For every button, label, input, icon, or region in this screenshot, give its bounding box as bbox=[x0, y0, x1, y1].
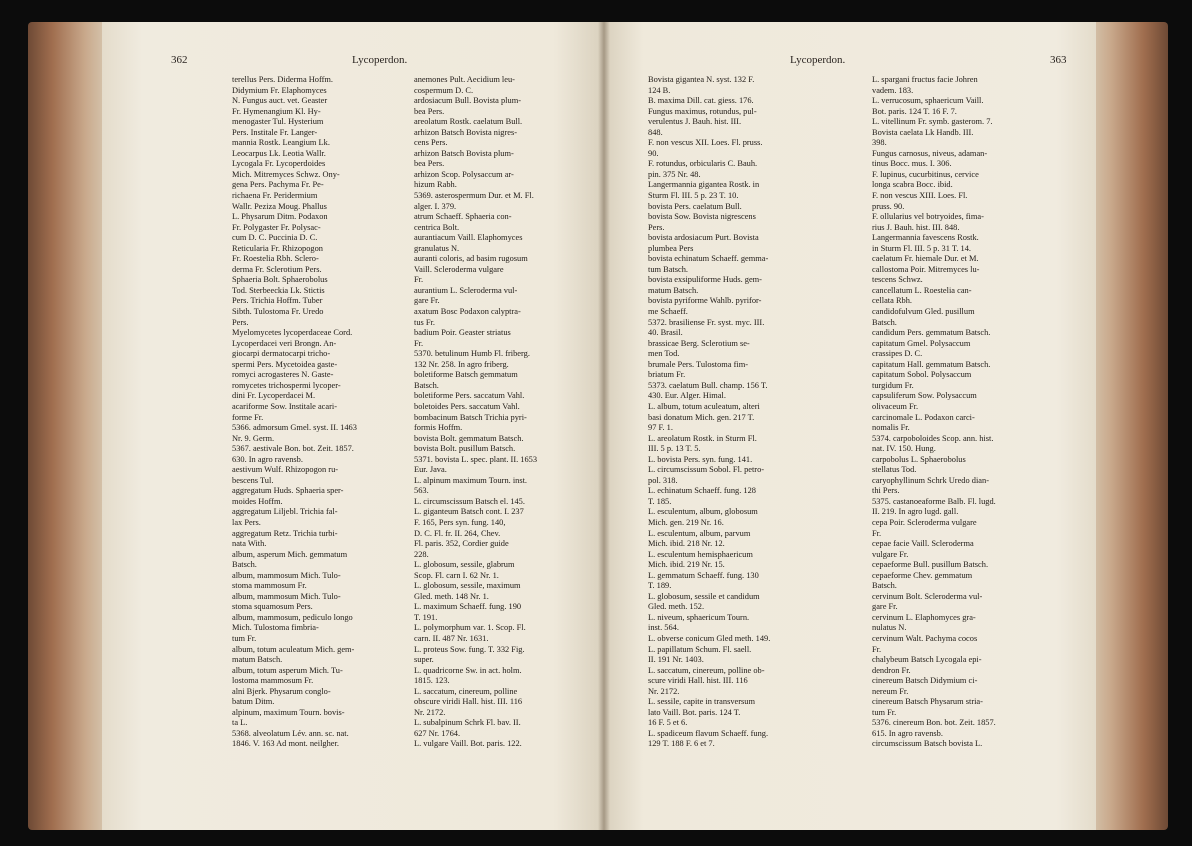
text-line: F. lupinus, cucurbitinus, cervice bbox=[872, 169, 979, 179]
text-line: B. maxima Dill. cat. giess. 176. bbox=[648, 96, 754, 106]
text-line: L. niveum, sphaericum Tourn. bbox=[648, 612, 750, 622]
text-line: L. gemmatum Schaeff. fung. 130 bbox=[648, 570, 759, 580]
text-line: anemones Pult. Aecidium leu- bbox=[414, 75, 515, 84]
text-line: L. saccatum, cinereum, polline bbox=[414, 686, 518, 696]
text-line: verulentus J. Bauh. hist. III. bbox=[648, 117, 742, 127]
text-line: alpinum, maximum Tourn. bovis- bbox=[232, 707, 345, 717]
text-line: bescens Tul. bbox=[232, 475, 274, 485]
right-running-head: Lycoperdon. bbox=[790, 54, 846, 66]
text-line: ta L. bbox=[232, 718, 248, 728]
text-line: L. spargani fructus facie Johren bbox=[872, 75, 978, 84]
text-line: 5374. carpoboloides Scop. ann. hist. bbox=[872, 433, 994, 443]
text-line: L. globosum, sessile et candidum bbox=[648, 591, 760, 601]
text-line: Gled. meth. 148 Nr. 1. bbox=[414, 591, 489, 601]
text-line: T. 185. bbox=[648, 496, 672, 506]
text-line: Batsch. bbox=[232, 560, 257, 570]
text-line: 5376. cinereum Bon. bot. Zeit. 1857. bbox=[872, 718, 996, 728]
text-line: formis Hoffm. bbox=[414, 423, 463, 433]
text-line: cellata Rbh. bbox=[872, 296, 912, 306]
text-line: 97 F. 1. bbox=[648, 423, 673, 433]
text-line: centrica Bolt. bbox=[414, 222, 460, 232]
text-line: carn. II. 487 Nr. 1631. bbox=[414, 633, 489, 643]
text-line: Langermannia gigantea Rostk. in bbox=[648, 180, 760, 190]
text-line: Fr. bbox=[414, 338, 424, 348]
text-line: L. vitellinum Fr. symb. gasterom. 7. bbox=[872, 117, 993, 127]
text-line: thi Pers. bbox=[872, 486, 900, 496]
text-line: tinus Bocc. mus. I. 306. bbox=[872, 159, 952, 169]
text-line: 129 T. 188 F. 6 et 7. bbox=[648, 739, 715, 749]
text-line: bovista Sow. Bovista nigrescens bbox=[648, 212, 756, 222]
text-line: ardosiacum Bull. Bovista plum- bbox=[414, 96, 522, 106]
text-line: 627 Nr. 1764. bbox=[414, 728, 461, 738]
text-line: 430. Eur. Alger. Himal. bbox=[648, 391, 726, 401]
text-line: L. saccatum, cinereum, polline ob- bbox=[648, 665, 765, 675]
text-line: album, mammosum, pediculo longo bbox=[232, 612, 353, 622]
text-line: L. giganteum Batsch cont. I. 237 bbox=[414, 507, 524, 517]
text-line: Didymium Fr. Elaphomyces bbox=[232, 85, 327, 95]
text-line: Pers. Trichia Hoffm. Tuber bbox=[232, 296, 323, 306]
text-line: 228. bbox=[414, 549, 429, 559]
text-line: basi donatum Mich. gen. 217 T. bbox=[648, 412, 755, 422]
text-line: Fr. Hymenangium Kl. Hy- bbox=[232, 106, 321, 116]
text-line: Fungus maximus, rotundus, pul- bbox=[648, 106, 757, 116]
left-column-1 bbox=[232, 75, 412, 750]
text-line: cum D. C. Puccinia D. C. bbox=[232, 233, 318, 243]
text-line: Sturm Fl. III. 5 p. 23 T. 10. bbox=[648, 191, 739, 201]
text-line: me Schaeff. bbox=[648, 307, 688, 317]
text-line: capitatum Hall. gemmatum Batsch. bbox=[872, 359, 991, 369]
text-line: aggregatum Retz. Trichia turbi- bbox=[232, 528, 338, 538]
text-line: 563. bbox=[414, 486, 429, 496]
text-line: bovista exsipuliforme Huds. gem- bbox=[648, 275, 762, 285]
text-line: 1815. 123. bbox=[414, 676, 450, 686]
text-line: arhizon Batsch Bovista plum- bbox=[414, 148, 514, 158]
text-line: Bovista caelata Lk Handb. III. bbox=[872, 127, 974, 137]
text-line: F. non vescus XII. Loes. Fl. pruss. bbox=[648, 138, 763, 148]
text-line: L. papillatum Schum. Fl. saell. bbox=[648, 644, 752, 654]
text-line: boletiforme Pers. saccatum Vahl. bbox=[414, 391, 525, 401]
text-line: III. 5 p. 13 T. 5. bbox=[648, 444, 701, 454]
text-line: 398. bbox=[872, 138, 887, 148]
text-line: bovista echinatum Schaeff. gemma- bbox=[648, 254, 769, 264]
text-line: atrum Schaeff. Sphaeria con- bbox=[414, 212, 512, 222]
text-line: F. 165, Pers syn. fung. 140, bbox=[414, 517, 506, 527]
text-line: brassicae Berg. Sclerotium se- bbox=[648, 338, 750, 348]
text-line: callostoma Poir. Mitremyces lu- bbox=[872, 264, 980, 274]
text-line: cepaeforme Bull. pusillum Batsch. bbox=[872, 560, 989, 570]
text-line: arhizon Batsch Bovista nigres- bbox=[414, 127, 518, 137]
text-line: caelatum Fr. hiemale Dur. et M. bbox=[872, 254, 979, 264]
text-line: cens Pers. bbox=[414, 138, 448, 148]
text-line: cepaeforme Chev. gemmatum bbox=[872, 570, 973, 580]
text-line: Leocarpus Lk. Leotia Wallr. bbox=[232, 148, 326, 158]
text-line: 5371. bovista L. spec. plant. II. 1653 bbox=[414, 454, 538, 464]
text-line: hizum Rabh. bbox=[414, 180, 457, 190]
text-line: L. obverse conicum Gled meth. 149. bbox=[648, 633, 771, 643]
left-running-head: Lycoperdon. bbox=[352, 54, 408, 66]
text-line: Fr. Roestelia Rbh. Sclero- bbox=[232, 254, 319, 264]
text-line: bovista Bolt. gemmatum Batsch. bbox=[414, 433, 524, 443]
text-line: L. Physarum Ditm. Podaxon bbox=[232, 212, 328, 222]
text-line: Lycogala Fr. Lycoperdoides bbox=[232, 159, 326, 169]
text-line: 5369. asterospermum Dur. et M. Fl. bbox=[414, 191, 534, 201]
text-line: L. vulgare Vaill. Bot. paris. 122. bbox=[414, 739, 522, 749]
text-line: L. spadiceum flavum Schaeff. fung. bbox=[648, 728, 769, 738]
text-line: Fl. paris. 352, Cordier guide bbox=[414, 539, 509, 549]
text-line: candidum Pers. gemmatum Batsch. bbox=[872, 328, 991, 338]
text-line: in Sturm Fl. III. 5 p. 31 T. 14. bbox=[872, 243, 972, 253]
text-line: Fr. bbox=[872, 644, 882, 654]
text-line: L. circumscissum Sobol. Fl. petro- bbox=[648, 465, 765, 475]
text-line: L. proteus Sow. fung. T. 332 Fig. bbox=[414, 644, 525, 654]
text-line: tum Batsch. bbox=[648, 264, 689, 274]
text-line: T. 191. bbox=[414, 612, 438, 622]
text-line: chalybeum Batsch Lycogala epi- bbox=[872, 655, 982, 665]
text-line: 615. In agro ravensb. bbox=[872, 728, 943, 738]
text-line: II. 191 Nr. 1403. bbox=[648, 655, 704, 665]
text-line: areolatum Rostk. caelatum Bull. bbox=[414, 117, 523, 127]
text-line: tus Fr. bbox=[414, 317, 435, 327]
text-line: terellus Pers. Diderma Hoffm. bbox=[232, 75, 334, 84]
text-line: vulgare Fr. bbox=[872, 549, 909, 559]
text-line: acariforme Sow. Institale acari- bbox=[232, 401, 338, 411]
text-line: vadem. 183. bbox=[872, 85, 914, 95]
text-line: L. globosum, sessile, glabrum bbox=[414, 560, 515, 570]
text-line: matum Batsch. bbox=[648, 285, 699, 295]
text-line: aggregatum Liljebl. Trichia fal- bbox=[232, 507, 338, 517]
text-line: Fungus carnosus, niveus, adaman- bbox=[872, 148, 988, 158]
text-line: stoma squamosum Pers. bbox=[232, 602, 313, 612]
text-line: cinereum Batsch Physarum stria- bbox=[872, 697, 983, 707]
text-line: romycetes trichospermi lycoper- bbox=[232, 380, 341, 390]
text-line: aurantium L. Scleroderma vul- bbox=[414, 285, 518, 295]
text-line: L. maximum Schaeff. fung. 190 bbox=[414, 602, 522, 612]
text-line: tum Fr. bbox=[232, 633, 257, 643]
text-line: album, totum asperum Mich. Tu- bbox=[232, 665, 343, 675]
text-line: bea Pers. bbox=[414, 106, 445, 116]
text-line: giocarpi dermatocarpi tricho- bbox=[232, 349, 331, 359]
text-line: bovista ardosiacum Purt. Bovista bbox=[648, 233, 759, 243]
text-line: romyci acrogasteres N. Gaste- bbox=[232, 370, 334, 380]
text-line: 90. bbox=[648, 148, 659, 158]
text-line: menogaster Tul. Hysterium bbox=[232, 117, 324, 127]
text-line: F. ollularius vel botryoides, fima- bbox=[872, 212, 984, 222]
text-line: Fr. bbox=[872, 528, 882, 538]
text-line: men Tod. bbox=[648, 349, 680, 359]
text-line: 848. bbox=[648, 127, 663, 137]
text-line: longa scabra Bocc. ibid. bbox=[872, 180, 953, 190]
text-line: Mich. ibid. 219 Nr. 15. bbox=[648, 560, 725, 570]
text-line: F. rotundus, orbicularis C. Bauh. bbox=[648, 159, 758, 169]
text-line: Fr. Polygaster Fr. Polysac- bbox=[232, 222, 321, 232]
text-line: L. quadricorne Sw. in act. holm. bbox=[414, 665, 522, 675]
text-line: 1846. V. 163 Ad mont. neilgher. bbox=[232, 739, 339, 749]
text-line: Bovista gigantea N. syst. 132 F. bbox=[648, 75, 755, 84]
text-line: alger. I. 379. bbox=[414, 201, 457, 211]
text-line: alni Bjerk. Physarum conglo- bbox=[232, 686, 331, 696]
text-line: cepae facie Vaill. Scleroderma bbox=[872, 539, 974, 549]
text-line: N. Fungus auct. vet. Geaster bbox=[232, 96, 328, 106]
text-line: batum Ditm. bbox=[232, 697, 275, 707]
text-line: forme Fr. bbox=[232, 412, 264, 422]
text-line: 5373. caelatum Bull. champ. 156 T. bbox=[648, 380, 768, 390]
text-line: nat. IV. 150. Hung. bbox=[872, 444, 936, 454]
text-line: capsuliferum Sow. Polysaccum bbox=[872, 391, 977, 401]
text-line: L. echinatum Schaeff. fung. 128 bbox=[648, 486, 756, 496]
text-line: L. verrucosum, sphaericum Vaill. bbox=[872, 96, 984, 106]
text-line: pol. 318. bbox=[648, 475, 678, 485]
text-line: Vaill. Scleroderma vulgare bbox=[414, 264, 504, 274]
text-line: cinereum Batsch Didymium ci- bbox=[872, 676, 978, 686]
text-line: Pers. bbox=[232, 317, 249, 327]
text-line: 630. In agro ravensb. bbox=[232, 454, 303, 464]
text-line: Scop. Fl. carn I. 62 Nr. 1. bbox=[414, 570, 499, 580]
text-line: 5368. alveolatum Lév. ann. sc. nat. bbox=[232, 728, 349, 738]
text-line: nomalis Fr. bbox=[872, 423, 910, 433]
text-line: bea Pers. bbox=[414, 159, 445, 169]
text-line: bovista Bolt. pusillum Batsch. bbox=[414, 444, 516, 454]
text-line: album, asperum Mich. gemmatum bbox=[232, 549, 348, 559]
text-line: pin. 375 Nr. 48. bbox=[648, 169, 701, 179]
text-line: Eur. Java. bbox=[414, 465, 447, 475]
text-line: stoma mammosum Fr. bbox=[232, 581, 307, 591]
text-line: boletoides Pers. saccatum Vahl. bbox=[414, 401, 520, 411]
text-line: bombacinum Batsch Trichia pyri- bbox=[414, 412, 527, 422]
text-line: gare Fr. bbox=[872, 602, 898, 612]
text-line: Fr. bbox=[414, 275, 424, 285]
text-line: cepa Poir. Scleroderma vulgare bbox=[872, 517, 977, 527]
text-line: album, mammosum Mich. Tulo- bbox=[232, 570, 341, 580]
text-line: L. subalpinum Schrk Fl. bav. II. bbox=[414, 718, 521, 728]
text-line: D. C. Fl. fr. II. 264, Chev. bbox=[414, 528, 501, 538]
text-line: bovista Pers. caelatum Bull. bbox=[648, 201, 742, 211]
text-line: granulatus N. bbox=[414, 243, 460, 253]
text-line: auranti coloris, ad basim rugosum bbox=[414, 254, 528, 264]
text-line: cancellatum L. Roestelia can- bbox=[872, 285, 972, 295]
text-line: Bot. paris. 124 T. 16 F. 7. bbox=[872, 106, 957, 116]
text-line: 5370. betulinum Humb Fl. friberg. bbox=[414, 349, 530, 359]
text-line: Mich. gen. 219 Nr. 16. bbox=[648, 517, 724, 527]
text-line: 124 B. bbox=[648, 85, 671, 95]
text-line: boletiforme Batsch gemmatum bbox=[414, 370, 518, 380]
text-line: arhizon Scop. Polysaccum ar- bbox=[414, 169, 514, 179]
text-line: aurantiacum Vaill. Elaphomyces bbox=[414, 233, 523, 243]
text-line: scure viridi Hall. hist. III. 116 bbox=[648, 676, 748, 686]
book-edge-right bbox=[1086, 22, 1168, 830]
book-gutter bbox=[598, 22, 610, 830]
text-line: L. sessile, capite in transversum bbox=[648, 697, 755, 707]
text-line: plumbea Pers bbox=[648, 243, 694, 253]
text-line: Sibth. Tulostoma Fr. Uredo bbox=[232, 307, 324, 317]
text-line: Tod. Sterbeeckia Lk. Stictis bbox=[232, 285, 325, 295]
right-column-2 bbox=[872, 75, 1056, 750]
text-line: lostoma mammosum Fr. bbox=[232, 676, 314, 686]
text-line: Batsch. bbox=[414, 380, 439, 390]
left-page-number: 362 bbox=[171, 54, 188, 66]
text-line: derma Fr. Sclerotium Pers. bbox=[232, 264, 322, 274]
text-line: Langermannia favescens Rostk. bbox=[872, 233, 979, 243]
text-line: axatum Bosc Podaxon calyptra- bbox=[414, 307, 521, 317]
text-line: crassipes D. C. bbox=[872, 349, 923, 359]
text-line: stellatus Tod. bbox=[872, 465, 917, 475]
text-line: bovista pyriforme Wahlb. pyrifor- bbox=[648, 296, 762, 306]
text-line: Batsch. bbox=[872, 317, 897, 327]
text-line: turgidum Fr. bbox=[872, 380, 914, 390]
text-line: nata With. bbox=[232, 539, 267, 549]
text-line: richaena Fr. Peridermium bbox=[232, 191, 318, 201]
text-line: 16 F. 5 et 6. bbox=[648, 718, 688, 728]
text-line: Nr. 2172. bbox=[414, 707, 446, 717]
text-line: nereum Fr. bbox=[872, 686, 909, 696]
text-line: dendron Fr. bbox=[872, 665, 911, 675]
text-line: pruss. 90. bbox=[872, 201, 905, 211]
text-line: L. bovista Pers. syn. fung. 141. bbox=[648, 454, 753, 464]
text-line: II. 219. In agro lugd. gall. bbox=[872, 507, 959, 517]
text-line: aestivum Wulf. Rhizopogon ru- bbox=[232, 465, 339, 475]
text-line: Batsch. bbox=[872, 581, 897, 591]
text-line: briatum Fr. bbox=[648, 370, 686, 380]
text-line: 5372. brasiliense Fr. syst. myc. III. bbox=[648, 317, 765, 327]
text-line: Nr. 2172. bbox=[648, 686, 680, 696]
text-line: gena Pers. Pachyma Fr. Pe- bbox=[232, 180, 324, 190]
text-line: 5367. aestivale Bon. bot. Zeit. 1857. bbox=[232, 444, 354, 454]
text-line: spermi Pers. Mycetoidea gaste- bbox=[232, 359, 338, 369]
text-line: Myelomycetes lycoperdaceae Cord. bbox=[232, 328, 353, 338]
book-edge-left bbox=[28, 22, 110, 830]
text-line: cospermum D. C. bbox=[414, 85, 474, 95]
text-line: carpobolus L. Sphaerobolus bbox=[872, 454, 966, 464]
right-page-number: 363 bbox=[1050, 54, 1067, 66]
text-line: badium Poir. Geaster striatus bbox=[414, 328, 511, 338]
text-line: moides Hoffm. bbox=[232, 496, 283, 506]
text-line: Sphaeria Bolt. Sphaerobolus bbox=[232, 275, 328, 285]
text-line: L. areolatum Rostk. in Sturm Fl. bbox=[648, 433, 757, 443]
text-line: Lycoperdacei veri Brongn. An- bbox=[232, 338, 337, 348]
text-line: Reticularia Fr. Rhizopogon bbox=[232, 243, 323, 253]
text-line: 5375. castanoeaforme Balb. Fl. lugd. bbox=[872, 496, 996, 506]
text-line: carcinomale L. Podaxon carci- bbox=[872, 412, 975, 422]
text-line: Mich. Tulostoma fimbria- bbox=[232, 623, 319, 633]
text-line: obscure viridi Hall. hist. III. 116 bbox=[414, 697, 523, 707]
text-line: Mich. ibid. 218 Nr. 12. bbox=[648, 539, 725, 549]
text-line: L. polymorphum var. 1. Scop. Fl. bbox=[414, 623, 526, 633]
text-line: tescens Schwz. bbox=[872, 275, 923, 285]
text-line: cervinum Walt. Pachyma cocos bbox=[872, 633, 978, 643]
text-line: 132 Nr. 258. In agro friberg. bbox=[414, 359, 509, 369]
text-line: dini Fr. Lycoperdacei M. bbox=[232, 391, 316, 401]
text-line: cervinum Bolt. Scleroderma vul- bbox=[872, 591, 983, 601]
text-line: L. esculentum, album, parvum bbox=[648, 528, 751, 538]
text-line: cervinum L. Elaphomyces gra- bbox=[872, 612, 976, 622]
text-line: aggregatum Huds. Sphaeria sper- bbox=[232, 486, 344, 496]
text-line: tum Fr. bbox=[872, 707, 897, 717]
left-column-2 bbox=[414, 75, 592, 750]
text-line: 5366. admorsum Gmel. syst. II. 1463 bbox=[232, 423, 357, 433]
text-line: super. bbox=[414, 655, 434, 665]
text-line: F. non vescus XIII. Loes. Fl. bbox=[872, 191, 968, 201]
text-line: gare Fr. bbox=[414, 296, 440, 306]
text-line: circumscissum Batsch bovista L. bbox=[872, 739, 983, 749]
text-line: olivaceum Fr. bbox=[872, 401, 919, 411]
text-line: Mich. Mitremyces Schwz. Ony- bbox=[232, 169, 340, 179]
text-line: L. alpinum maximum Tourn. inst. bbox=[414, 475, 528, 485]
text-line: T. 189. bbox=[648, 581, 672, 591]
text-line: nulatus N. bbox=[872, 623, 907, 633]
text-line: Pers. Institale Fr. Langer- bbox=[232, 127, 318, 137]
text-line: L. esculentum hemisphaericum bbox=[648, 549, 753, 559]
text-line: candidofulvum Gled. pusillum bbox=[872, 307, 975, 317]
text-line: capitatum Gmel. Polysaccum bbox=[872, 338, 971, 348]
text-line: matum Batsch. bbox=[232, 655, 283, 665]
text-line: Pers. bbox=[648, 222, 665, 232]
text-line: lato Vaill. Bot. paris. 124 T. bbox=[648, 707, 741, 717]
text-line: lax Pers. bbox=[232, 517, 261, 527]
text-line: inst. 564. bbox=[648, 623, 679, 633]
text-line: L. circumscissum Batsch el. 145. bbox=[414, 496, 525, 506]
text-line: Nr. 9. Germ. bbox=[232, 433, 275, 443]
text-line: Gled. meth. 152. bbox=[648, 602, 705, 612]
text-line: L. globosum, sessile, maximum bbox=[414, 581, 521, 591]
text-line: L. album, totum aculeatum, alteri bbox=[648, 401, 760, 411]
text-line: album, totum aculeatum Mich. gem- bbox=[232, 644, 355, 654]
text-line: brumale Pers. Tulostoma fim- bbox=[648, 359, 749, 369]
text-line: Wallr. Peziza Moug. Phallus bbox=[232, 201, 327, 211]
text-line: L. esculentum, album, globosum bbox=[648, 507, 758, 517]
right-column-1 bbox=[648, 75, 844, 750]
text-line: 40. Brasil. bbox=[648, 328, 683, 338]
text-line: capitatum Sobol. Polysaccum bbox=[872, 370, 972, 380]
text-line: caryophyllinum Schrk Uredo dian- bbox=[872, 475, 989, 485]
text-line: mannia Rostk. Leangium Lk. bbox=[232, 138, 330, 148]
text-line: album, mammosum Mich. Tulo- bbox=[232, 591, 341, 601]
text-line: rius J. Bauh. hist. III. 848. bbox=[872, 222, 960, 232]
